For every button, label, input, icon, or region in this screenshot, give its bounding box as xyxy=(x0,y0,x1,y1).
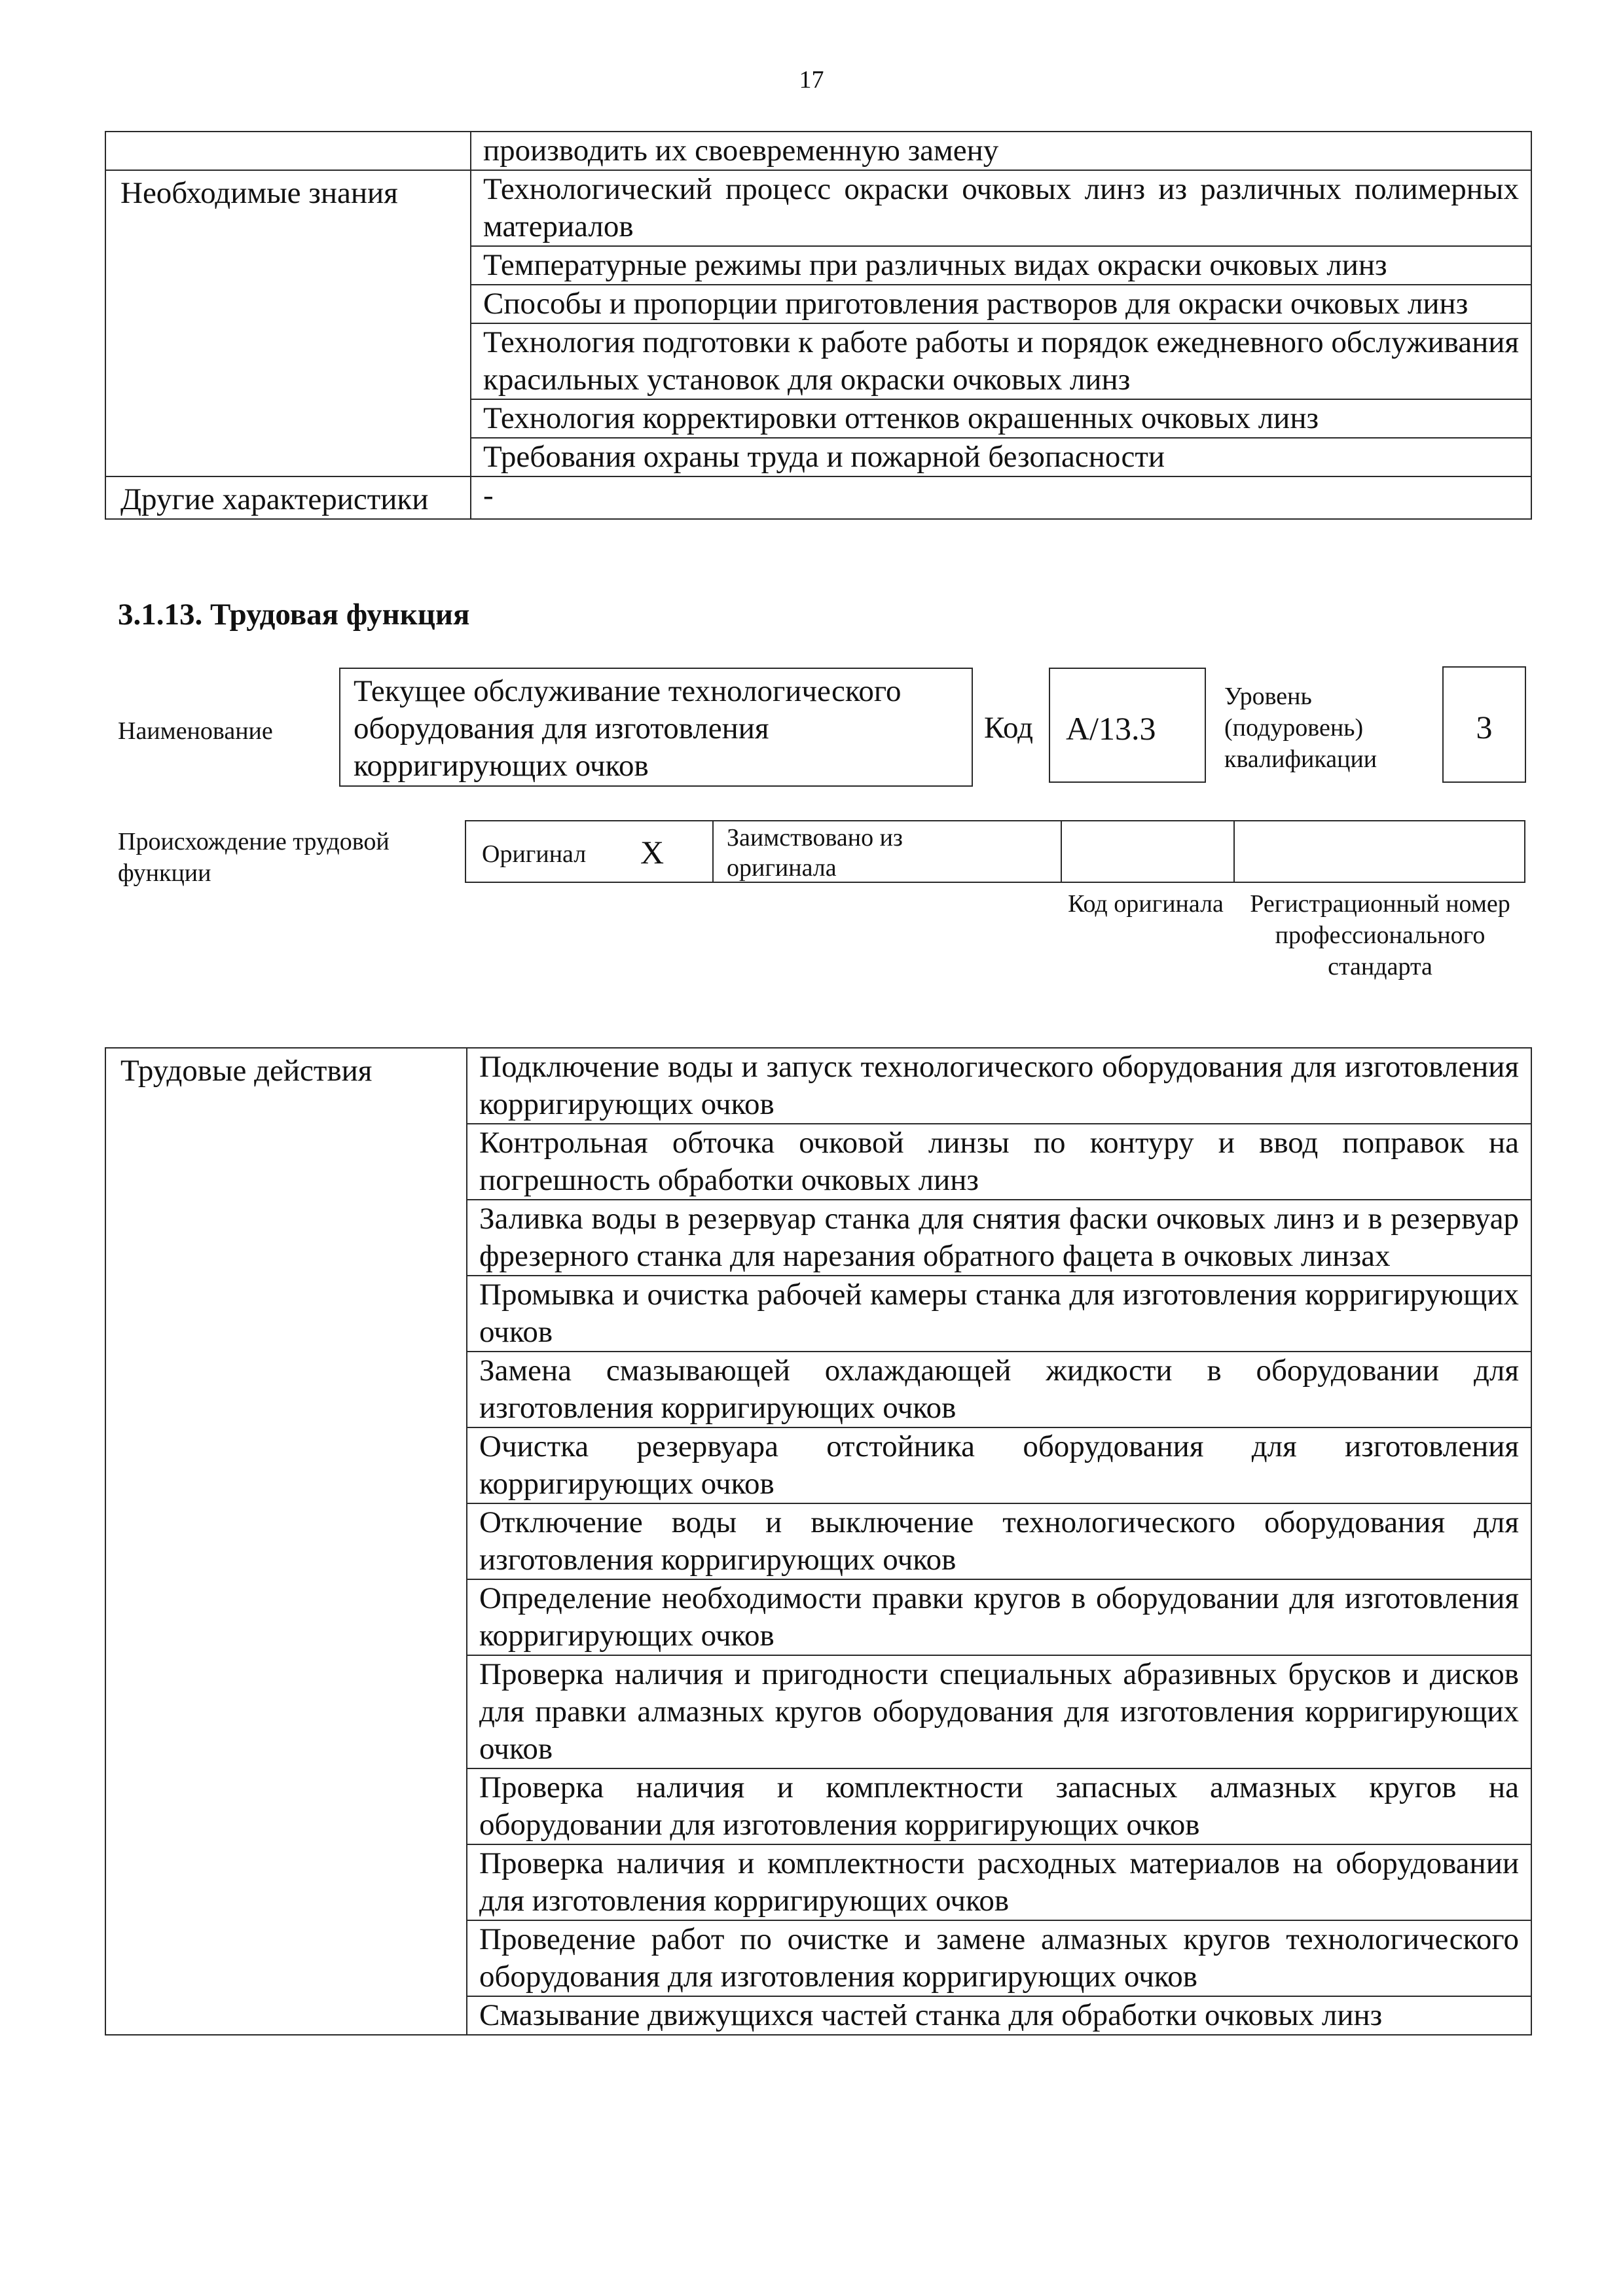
row-text: Способы и пропорции приготовления растворов для окраски очковых линз xyxy=(471,285,1531,323)
registration-number-caption: Регистрационный номер профессионального стандарта xyxy=(1250,890,1510,980)
table-row xyxy=(105,132,1531,170)
row-label xyxy=(105,132,471,170)
row-text: Температурные режимы при различных видах окраски очковых линз xyxy=(471,246,1531,285)
origin-label: Происхождение трудовой функции xyxy=(118,828,390,887)
origin-code-caption: Код оригинала xyxy=(1068,890,1224,918)
table-row xyxy=(105,170,1531,246)
section-heading: 3.1.13. Трудовая функция xyxy=(118,598,470,632)
row-text: Отключение воды и выключение технологического оборудования для изготовления корригирующих очков xyxy=(467,1503,1531,1579)
name-label: Наименование xyxy=(118,717,273,745)
original-label: Оригинал xyxy=(482,840,587,868)
origin-row xyxy=(465,820,1525,883)
row-text: Смазывание движущихся частей станка для обработки очковых линз xyxy=(467,1996,1531,2035)
labour-actions-label: Трудовые действия xyxy=(105,1048,467,2035)
page-number: 17 xyxy=(799,66,824,94)
row-text: Промывка и очистка рабочей камеры станка для изготовления корригирующих очков xyxy=(467,1276,1531,1352)
original-mark: X xyxy=(640,834,665,870)
required-knowledge-label: Необходимые знания xyxy=(105,170,471,476)
row-text: Требования охраны труда и пожарной безопасности xyxy=(471,438,1531,476)
labour-actions-table xyxy=(105,1047,1532,2036)
row-text: Технологический процесс окраски очковых линз из различных полимерных материалов xyxy=(471,170,1531,246)
row-text: Заливка воды в резервуар станка для снятия фаски очковых линз и в резервуар фрезерного станка для нарезания обратного фацета в очковых линзах xyxy=(467,1200,1531,1276)
row-text: Проведение работ по очистке и замене алмазных кругов технологического оборудования для изготовления корригирующих очков xyxy=(467,1920,1531,1996)
row-text: Контрольная обточка очковой линзы по контуру и ввод поправок на погрешность обработки очковых линз xyxy=(467,1124,1531,1200)
row-text: Проверка наличия и комплектности расходных материалов на оборудовании для изготовления корригирующих очков xyxy=(467,1844,1531,1920)
function-name-value: Текущее обслуживание технологического оборудования для изготовления корригирующих очков xyxy=(354,674,902,783)
level-value: 3 xyxy=(1476,709,1493,745)
code-label: Код xyxy=(984,711,1034,745)
row-text: Очистка резервуара отстойника оборудования для изготовления корригирующих очков xyxy=(467,1427,1531,1503)
code-box xyxy=(1049,668,1206,783)
function-name-box xyxy=(339,668,973,787)
row-text: Технология корректировки оттенков окрашенных очковых линз xyxy=(471,399,1531,438)
table-row xyxy=(105,476,1531,519)
table-row xyxy=(105,1048,1531,1124)
code-value: A/13.3 xyxy=(1066,710,1156,747)
borrowed-label: Заимствовано из оригинала xyxy=(727,824,903,882)
row-text: Проверка наличия и пригодности специальных абразивных брусков и дисков для правки алмазных кругов оборудования для изготовления корригирующих очков xyxy=(467,1655,1531,1768)
divider xyxy=(1233,821,1235,882)
row-text: Замена смазывающей охлаждающей жидкости в оборудовании для изготовления корригирующих очков xyxy=(467,1352,1531,1427)
row-text: Определение необходимости правки кругов в оборудовании для изготовления корригирующих очков xyxy=(467,1579,1531,1655)
row-text: Подключение воды и запуск технологического оборудования для изготовления корригирующих очков xyxy=(467,1048,1531,1124)
level-box xyxy=(1442,666,1526,783)
knowledge-table xyxy=(105,131,1532,520)
qualification-level-label: Уровень (подуровень) квалификации xyxy=(1224,683,1377,773)
divider xyxy=(1061,821,1062,882)
row-text: Проверка наличия и комплектности запасных алмазных кругов на оборудовании для изготовления корригирующих очков xyxy=(467,1768,1531,1844)
divider xyxy=(712,821,714,882)
other-characteristics-label: Другие характеристики xyxy=(105,476,471,519)
row-text: Технология подготовки к работе работы и порядок ежедневного обслуживания красильных установок для окраски очковых линз xyxy=(471,323,1531,399)
row-text: производить их своевременную замену xyxy=(471,132,1531,170)
row-text: - xyxy=(471,476,1531,519)
